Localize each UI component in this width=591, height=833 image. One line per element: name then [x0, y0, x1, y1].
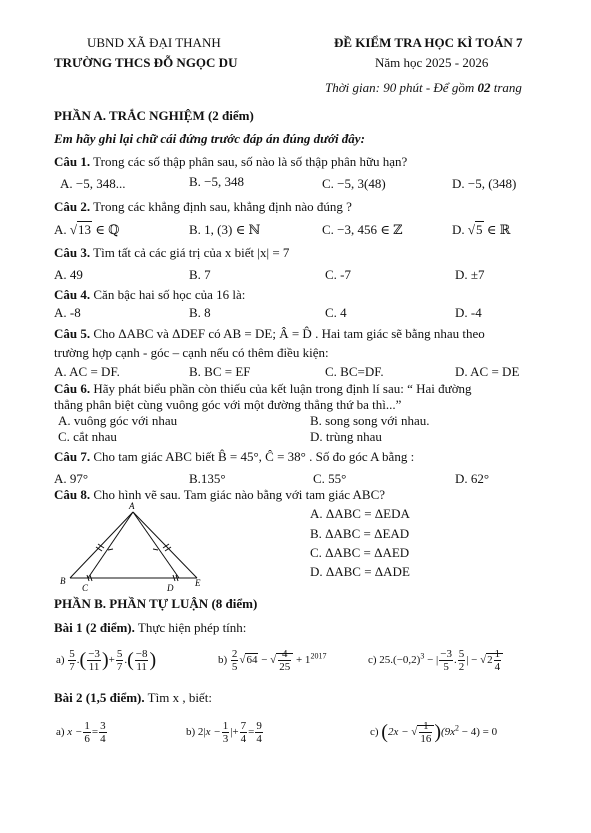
- q1-option-d: D. −5, (348): [452, 176, 517, 191]
- q4-option-b: B. 8: [189, 305, 211, 320]
- q1-option-c: C. −5, 3(48): [322, 176, 386, 191]
- q8-option-b: B. ΔABC = ΔEAD: [310, 526, 410, 541]
- vertex-A: A: [129, 501, 135, 511]
- bai2-a: a) x − $\frac{1}{6}$ = $\frac{3}{4}$: [56, 720, 106, 745]
- q6-option-c: C. cắt nhau: [58, 429, 117, 444]
- q2-option-a: A. √13 ∈ ℚ: [54, 222, 120, 237]
- bai2-c: c) (2x − √ $\frac{1}{16}$ )$(9x^2 - 4) = 0$: [370, 720, 498, 745]
- q7-option-a: A. 97°: [54, 471, 89, 486]
- bai-2: Bài 2 (1,5 điểm). Tìm x , biết:: [54, 690, 212, 705]
- q5-option-c: C. BC=DF.: [325, 364, 384, 379]
- q4-option-c: C. 4: [325, 305, 347, 320]
- q8-option-c: C. ΔABC = ΔAED: [310, 545, 410, 560]
- part-a-instruction: Em hãy ghi lại chữ cái đứng trước đáp án đúng dưới đây:: [54, 131, 365, 146]
- question-1: Câu 1. Trong các số thập phân sau, số nào là số thập phân hữu hạn?: [54, 154, 408, 169]
- q7-option-b: B.135°: [189, 471, 226, 486]
- q5-option-a: A. AC = DF.: [54, 364, 120, 379]
- question-3: Câu 3. Tìm tất cả các giá trị của x biết |x| = 7: [54, 245, 290, 260]
- question-5-line2: trường hợp cạnh - góc – cạnh nếu có thêm điều kiện:: [54, 345, 329, 360]
- bai1-a: a) $\frac{5}{7}$ .( $\frac{-3}{11}$ )+ $\frac{5}{7}$ .( $\frac{-8}{11}$ ): [56, 648, 157, 673]
- q1-option-a: A. −5, 348...: [60, 176, 126, 191]
- question-4: Câu 4. Căn bậc hai số học của 16 là:: [54, 287, 246, 302]
- q7-option-d: D. 62°: [455, 471, 490, 486]
- vertex-C: C: [82, 583, 89, 593]
- exam-duration: Thời gian: 90 phút - Để gồm 02 trang: [325, 80, 522, 95]
- bai1-b: b) $\frac{2}{5}$ √64 − √ $\frac{4}{25}$ + $1^{2017}$: [218, 648, 327, 673]
- q2-option-b: B. 1, (3) ∈ ℕ: [189, 222, 261, 237]
- q8-option-a: A. ΔABC = ΔEDA: [310, 506, 410, 521]
- part-a-title: PHẦN A. TRẮC NGHIỆM (2 điểm): [54, 108, 254, 123]
- q6-option-a: A. vuông góc với nhau: [58, 413, 178, 428]
- school-authority: UBND XÃ ĐẠI THANH: [87, 35, 221, 50]
- school-name: TRƯỜNG THCS ĐỖ NGỌC DU: [54, 55, 238, 70]
- q3-option-a: A. 49: [54, 267, 83, 282]
- vertex-E: E: [195, 578, 201, 588]
- q6-option-b: B. song song với nhau.: [310, 413, 430, 428]
- question-6-line2: thẳng phân biệt cùng vuông góc với một đường thẳng thứ ba thì...”: [54, 397, 402, 412]
- part-b-title: PHẦN B. PHẦN TỰ LUẬN (8 điểm): [54, 596, 258, 611]
- q2-option-c: C. −3, 456 ∈ ℤ: [322, 222, 403, 237]
- q4-option-d: D. -4: [455, 305, 482, 320]
- q3-option-c: C. -7: [325, 267, 351, 282]
- school-year: Năm học 2025 - 2026: [375, 55, 489, 70]
- q6-option-d: D. trùng nhau: [310, 429, 382, 444]
- bai2-b: b) 2|x − $\frac{1}{3}$ |+ $\frac{7}{4}$ = $\frac{9}{4}$: [186, 720, 262, 745]
- q5-option-d: D. AC = DE: [455, 364, 520, 379]
- bai1-c: c) $25.(-0,2)^3$ − | $\frac{-3}{5}$ . $\frac{5}{2}$ | − √2 $\frac{1}{4}$: [368, 648, 503, 673]
- q5-option-b: B. BC = EF: [189, 364, 251, 379]
- question-8: Câu 8. Cho hình vẽ sau. Tam giác nào bằng với tam giác ABC?: [54, 487, 386, 502]
- question-5: Câu 5. Cho ΔABC và ΔDEF có AB = DE; Â = D̂ . Hai tam giác sẽ bằng nhau theo: [54, 326, 485, 341]
- q7-option-c: C. 55°: [313, 471, 347, 486]
- question-2: Câu 2. Trong các khẳng định sau, khẳng định nào đúng ?: [54, 199, 352, 214]
- q3-option-b: B. 7: [189, 267, 211, 282]
- question-7: Câu 7. Cho tam giác ABC biết B̂ = 45°, Ĉ = 38° . Số đo góc A bằng :: [54, 449, 415, 464]
- vertex-B: B: [60, 576, 66, 586]
- q1-option-b: B. −5, 348: [189, 174, 245, 189]
- vertex-D: D: [167, 583, 174, 593]
- q4-option-a: A. -8: [54, 305, 81, 320]
- question-6: Câu 6. Hãy phát biểu phần còn thiếu của kết luận trong định lí sau: “ Hai đường: [54, 381, 472, 396]
- triangle-figure: [55, 500, 215, 600]
- exam-title: ĐỀ KIỂM TRA HỌC KÌ TOÁN 7: [334, 35, 523, 50]
- q8-option-d: D. ΔABC = ΔADE: [310, 564, 410, 579]
- q2-option-d: D. √5 ∈ ℝ: [452, 222, 511, 237]
- bai-1: Bài 1 (2 điểm). Thực hiện phép tính:: [54, 620, 247, 635]
- q3-option-d: D. ±7: [455, 267, 485, 282]
